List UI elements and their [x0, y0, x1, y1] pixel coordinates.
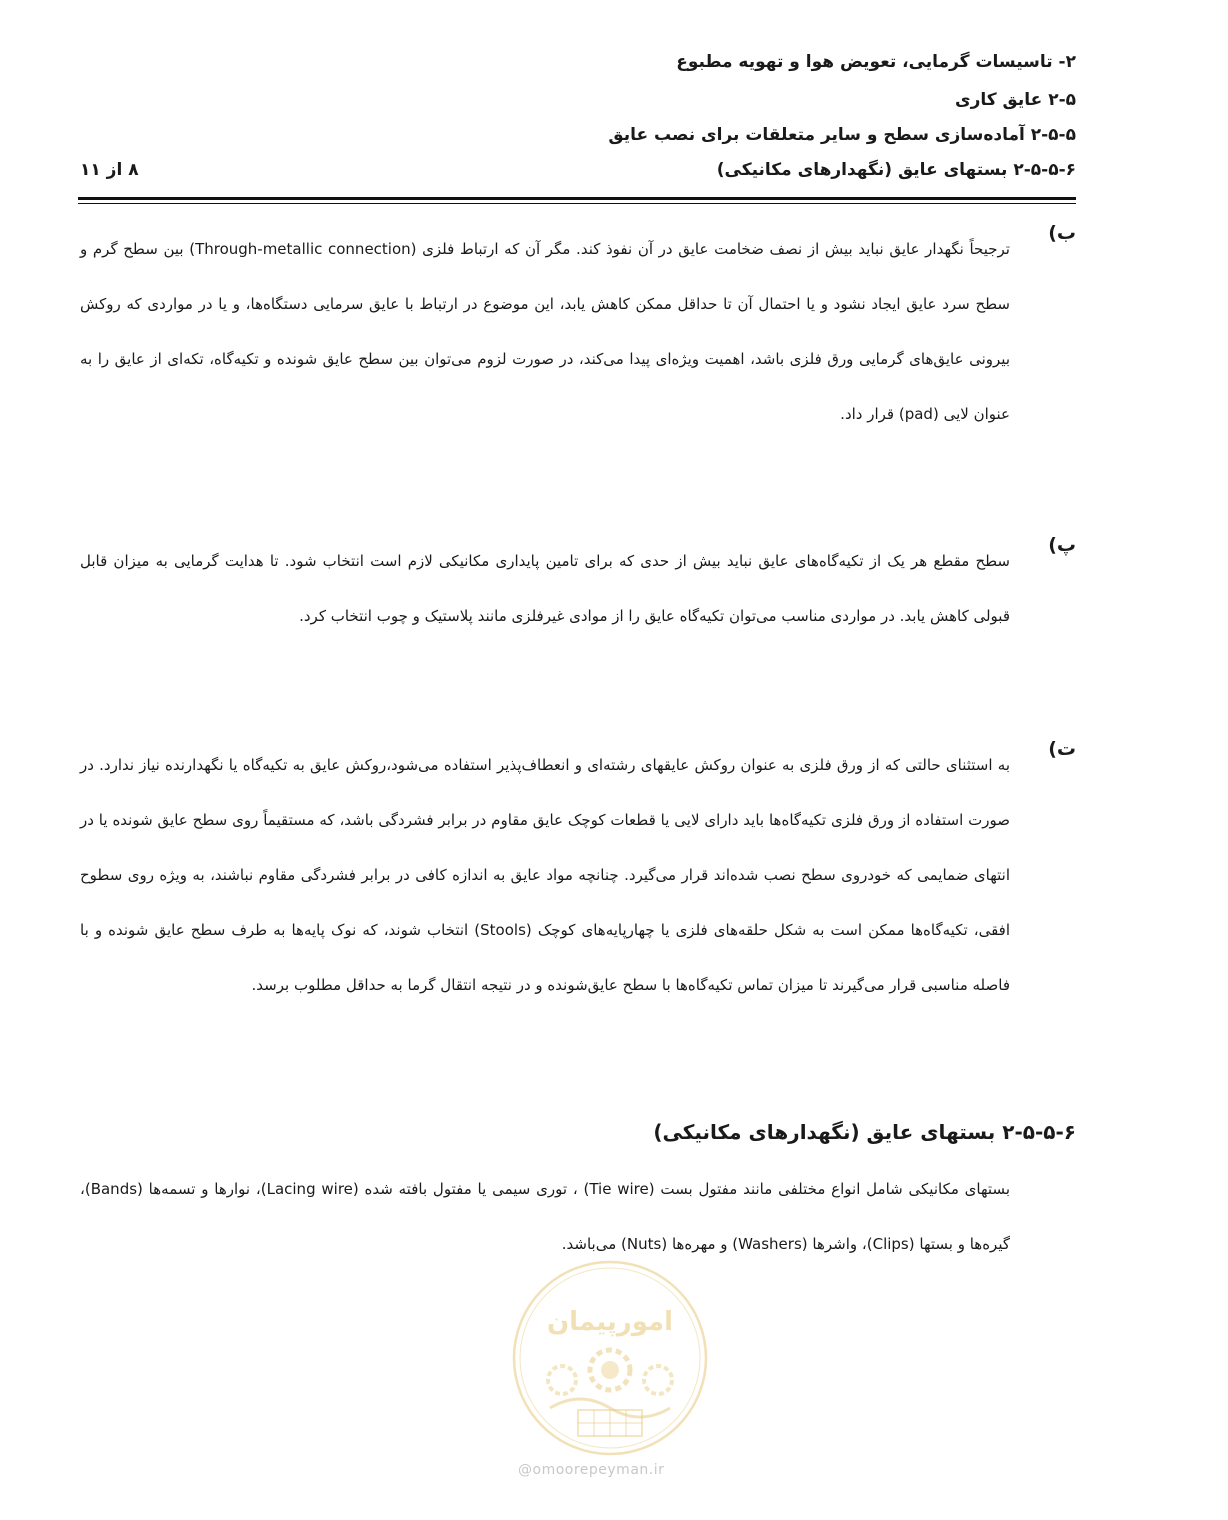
header-section: ۲-۵ عایق کاری [955, 90, 1076, 110]
header-divider-thin [78, 203, 1076, 204]
list-item-text: ترجیحاً نگهدار عایق نباید بیش از نصف ضخامت عایق در آن نفوذ کند. مگر آن که ارتباط فلزی (Through-metallic connection) بین سطح گرم و سطح سرد عایق ایجاد نشود و یا احتمال آن تا حداقل ممکن کاهش یابد، این موضوع در ارتباط با عایق سرمایی دستگاه‌ها، و یا در مواردی که روکش بیرونی عایق‌های گرمایی ورق فلزی باشد، اهمیت ویژه‌ای پیدا می‌کند، در صورت لزوم می‌توان بین سطح عایق شونده و تکیه‌گاه، تکه‌ای از عایق را به عنوان لایی (pad) قرار داد. [80, 240, 1010, 423]
list-marker: ت) [1048, 738, 1076, 760]
list-marker: ب) [1048, 222, 1076, 244]
header-subsection: ۲-۵-۵ آماده‌سازی سطح و سایر متعلقات برای نصب عایق [608, 125, 1076, 145]
header-topic: ۲-۵-۵-۶ بستهای عایق (نگهدارهای مکانیکی) [716, 160, 1076, 180]
watermark-logo [510, 1258, 710, 1458]
list-item-t [80, 738, 1228, 1013]
header-divider-thick [78, 197, 1076, 200]
header-chapter: ۲- تاسیسات گرمایی، تعویض هوا و تهویه مطبوع [676, 52, 1076, 72]
list-item-text: سطح مقطع هر یک از تکیه‌گاه‌های عایق نباید بیش از حدی که برای تامین پایداری مکانیکی لازم است انتخاب شود. تا هدایت گرمایی به میزان قابل قبولی کاهش یابد. در مواردی مناسب می‌توان تکیه‌گاه عایق را از موادی غیرفلزی مانند پلاستیک و چوب انتخاب کرد. [80, 552, 1010, 625]
watermark-url: @omoorepeyman.ir [518, 1462, 665, 1478]
list-marker: پ) [1048, 534, 1076, 556]
page-number: ۸ از ۱۱ [80, 160, 139, 180]
list-item-text: به استثنای حالتی که از ورق فلزی به عنوان روکش عایقهای رشته‌ای و انعطاف‌پذیر استفاده می‌شود،روکش عایق به تکیه‌گاه یا نگهدارنده نیاز ندارد. در صورت استفاده از ورق فلزی تکیه‌گاه‌ها باید دارای لایی یا قطعات کوچک عایق مقاوم در برابر فشردگی باشد، که مستقیماً روی سطح عایق شونده یا در انتهای ضمایمی که خودروی سطح نصب شده‌اند قرار می‌گیرد. چنانچه مواد عایق به اندازه کافی در برابر فشردگی مقاوم نباشند، به ویژه روی سطوح افقی، تکیه‌گاه‌ها ممکن است به شکل حلقه‌های فلزی یا چهارپایه‌های کوچک (Stools) انتخاب شوند، که نوک پایه‌ها به طرف سطح عایق شونده و با فاصله مناسبی قرار می‌گیرند تا میزان تماس تکیه‌گاه‌ها با سطح عایق‌شونده و در نتیجه انتقال گرما به حداقل مطلوب برسد. [80, 756, 1011, 994]
watermark-logo-text: امورپیمان [546, 1307, 674, 1337]
list-item-p [80, 534, 1228, 644]
section-paragraph: بستهای مکانیکی شامل انواع مختلفی مانند مفتول بست (Tie wire) ، توری سیمی یا مفتول بافته شده (Lacing wire)، نوارها و تسمه‌ها (Bands)، گیره‌ها و بستها (Clips)، واشرها (Washers) و مهره‌ها (Nuts) می‌باشد. [80, 1180, 1010, 1253]
list-item-b [80, 222, 1228, 442]
section-heading: ۲-۵-۵-۶ بستهای عایق (نگهدارهای مکانیکی) [653, 1120, 1076, 1144]
